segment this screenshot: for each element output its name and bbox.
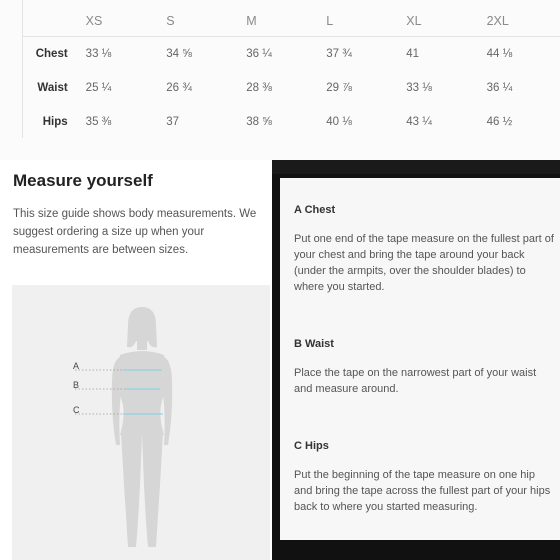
table-cell: 28 ⅜ xyxy=(246,82,272,94)
table-row xyxy=(22,37,560,72)
size-header: L xyxy=(326,14,334,28)
hips-title: C Hips xyxy=(294,440,329,452)
row-label: Hips xyxy=(42,116,68,128)
body-silhouette xyxy=(112,307,172,547)
table-cell: 38 ⅝ xyxy=(246,116,272,128)
table-cell: 43 ¼ xyxy=(406,116,432,128)
waist-text: Place the tape on the narrowest part of your waist and measure around. xyxy=(294,367,537,395)
body-figure-illustration xyxy=(12,285,270,560)
table-cell: 25 ¼ xyxy=(85,82,112,94)
corner-cell xyxy=(22,6,78,37)
chest-title: A Chest xyxy=(294,204,336,216)
top-strip xyxy=(272,160,560,174)
body-figure-box xyxy=(12,285,270,560)
table-row xyxy=(22,71,560,105)
table-cell: 40 ⅛ xyxy=(326,116,352,128)
size-header: 2XL xyxy=(486,14,509,28)
measure-description: This size guide shows body measurements. We suggest ordering a size up when your measurements are between sizes. xyxy=(13,208,257,256)
table-cell: 44 ⅛ xyxy=(486,48,513,60)
table-cell: 46 ½ xyxy=(486,116,513,128)
size-header: XL xyxy=(406,14,422,28)
size-table-panel xyxy=(0,0,560,160)
table-cell: 34 ⅝ xyxy=(166,48,192,60)
table-cell: 29 ⅞ xyxy=(326,82,352,94)
table-cell: 35 ⅜ xyxy=(85,116,112,128)
measure-yourself-panel xyxy=(0,160,272,560)
bottom-strip xyxy=(272,540,560,560)
table-cell: 33 ⅛ xyxy=(406,82,432,94)
table-cell: 37 xyxy=(166,116,180,128)
hips-text: Put the beginning of the tape measure on one hip and bring the tape across the fullest part of your hips back to where you started measuring. xyxy=(294,469,551,513)
table-cell: 41 xyxy=(406,48,420,60)
table-row xyxy=(22,105,560,139)
size-header: S xyxy=(166,14,175,28)
waist-title: B Waist xyxy=(294,338,334,350)
row-label: Chest xyxy=(35,48,68,60)
size-table xyxy=(22,6,560,139)
table-cell: 33 ⅛ xyxy=(85,48,112,60)
instructions-frame xyxy=(272,160,560,560)
label-a: A xyxy=(73,361,80,371)
label-c: C xyxy=(73,405,80,415)
size-header: XS xyxy=(85,14,103,28)
size-header: M xyxy=(246,14,257,28)
table-cell: 26 ¾ xyxy=(166,82,192,94)
table-cell: 36 ¼ xyxy=(486,82,513,94)
chest-text: Put one end of the tape measure on the fullest part of your chest and bring the tape around your back (under the armpits, over the shoulder blades) to where you started. xyxy=(294,233,554,293)
page-title: Measure yourself xyxy=(13,171,153,190)
table-cell: 36 ¼ xyxy=(246,48,272,60)
label-b: B xyxy=(73,380,80,390)
row-label: Waist xyxy=(37,82,68,94)
instructions-panel xyxy=(280,178,560,540)
table-cell: 37 ¾ xyxy=(326,48,352,60)
size-header-row xyxy=(22,6,560,37)
